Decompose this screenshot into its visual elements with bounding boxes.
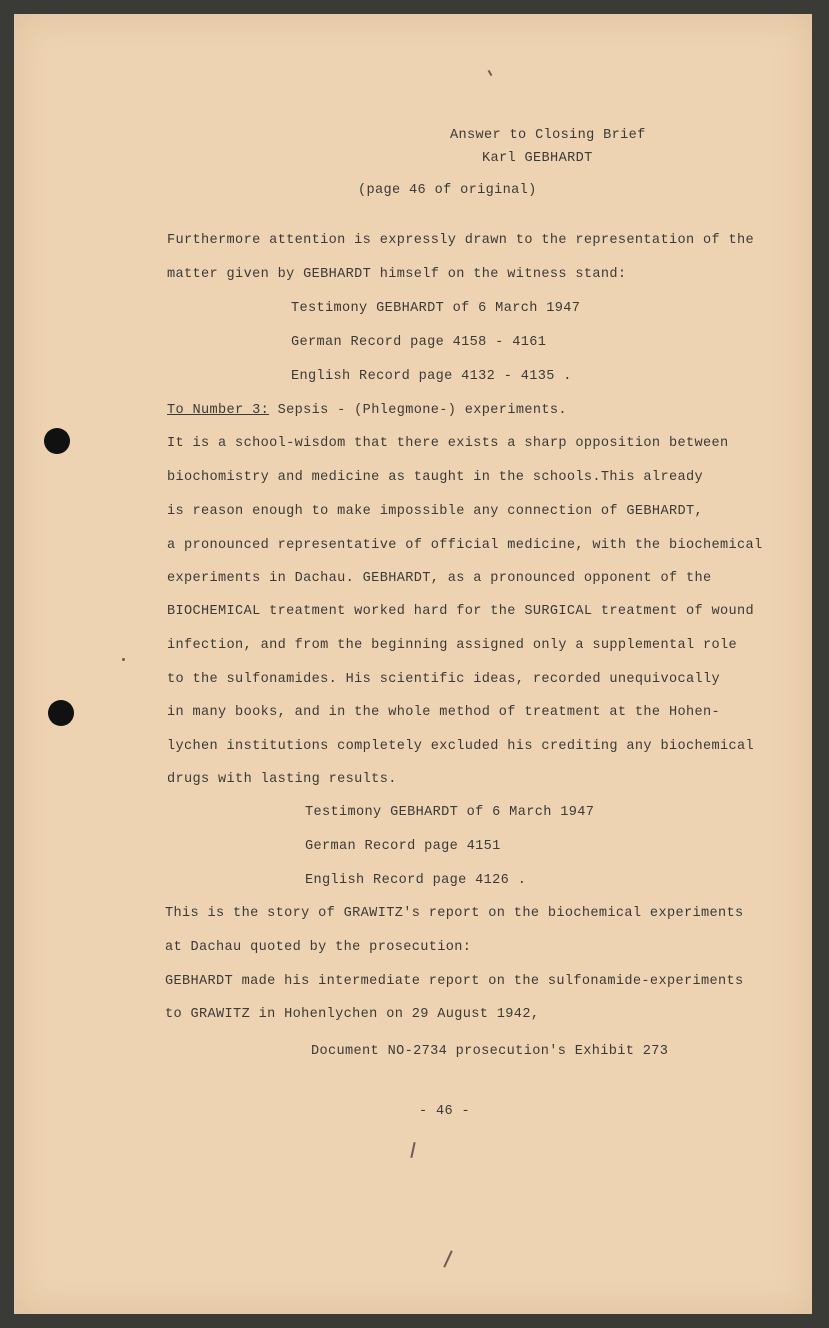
section-title: Sepsis - (Phlegmone-) experiments.	[277, 403, 567, 418]
paragraph-line: is reason enough to make impossible any connection of GEBHARDT,	[167, 504, 703, 519]
section-heading	[167, 403, 567, 418]
paragraph-line: matter given by GEBHARDT himself on the witness stand:	[167, 267, 627, 282]
paper-speck	[488, 70, 493, 76]
paragraph-line: at Dachau quoted by the prosecution:	[165, 940, 472, 955]
citation-line: Document NO-2734 prosecution's Exhibit 273	[311, 1044, 669, 1059]
citation-line: German Record page 4151	[305, 839, 501, 854]
paragraph-line: to GRAWITZ in Hohenlychen on 29 August 1942,	[165, 1007, 540, 1022]
header-title: Answer to Closing Brief	[450, 128, 646, 143]
paper-speck	[410, 1142, 415, 1158]
paper-speck	[122, 658, 125, 661]
citation-line: Testimony GEBHARDT of 6 March 1947	[291, 301, 581, 316]
paragraph-line: lychen institutions completely excluded his crediting any biochemical	[167, 739, 755, 754]
paragraph-line: It is a school-wisdom that there exists a sharp opposition between	[167, 436, 729, 451]
section-label: To Number 3:	[167, 403, 270, 418]
paragraph-line: a pronounced representative of official medicine, with the biochemical	[167, 538, 763, 553]
page-reference: (page 46 of original)	[358, 183, 537, 198]
paragraph-line: biochomistry and medicine as taught in the schools.This already	[167, 470, 703, 485]
paragraph-line: This is the story of GRAWITZ's report on the biochemical experiments	[165, 906, 744, 921]
paragraph-line: experiments in Dachau. GEBHARDT, as a pronounced opponent of the	[167, 571, 712, 586]
paper-speck	[443, 1250, 452, 1267]
citation-line: German Record page 4158 - 4161	[291, 335, 547, 350]
citation-line: English Record page 4126 .	[305, 873, 527, 888]
paragraph-line: BIOCHEMICAL treatment worked hard for the SURGICAL treatment of wound	[167, 604, 755, 619]
paragraph-line: to the sulfonamides. His scientific ideas, recorded unequivocally	[167, 672, 720, 687]
paragraph-line: GEBHARDT made his intermediate report on the sulfonamide-experiments	[165, 974, 744, 989]
paragraph-line: drugs with lasting results.	[167, 772, 397, 787]
page-number: - 46 -	[419, 1104, 471, 1119]
header-subtitle: Karl GEBHARDT	[482, 151, 593, 166]
citation-line: Testimony GEBHARDT of 6 March 1947	[305, 805, 595, 820]
paragraph-line: in many books, and in the whole method of treatment at the Hohen-	[167, 705, 720, 720]
paragraph-line: infection, and from the beginning assigned only a supplemental role	[167, 638, 738, 653]
paragraph-line: Furthermore attention is expressly drawn to the representation of the	[167, 233, 755, 248]
punch-hole-top	[44, 428, 70, 454]
document-page	[14, 14, 812, 1314]
punch-hole-bottom	[48, 700, 74, 726]
citation-line: English Record page 4132 - 4135 .	[291, 369, 572, 384]
